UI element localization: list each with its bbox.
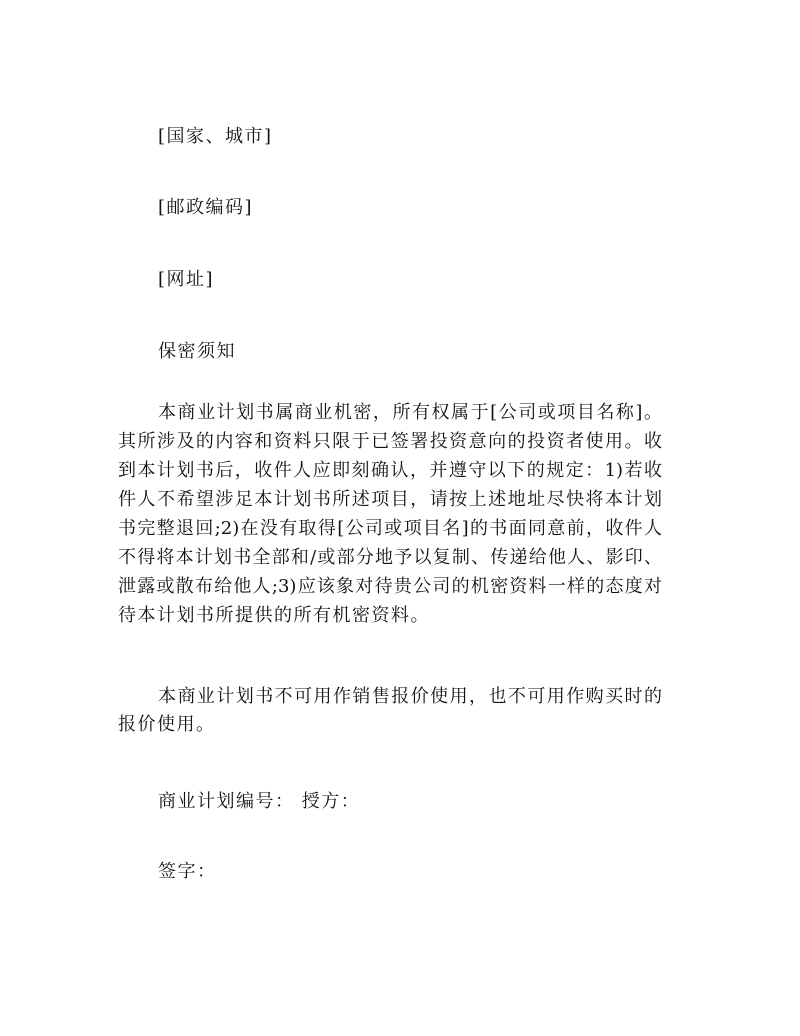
country-city-field: [国家、城市] [158, 126, 273, 147]
paragraph-line: 其所涉及的内容和资料只限于已签署投资意向的投资者使用。收 [118, 431, 662, 452]
grantee-label: 授方： [301, 791, 361, 812]
paragraph-line: 待本计划书所提供的所有机密资料。 [118, 605, 430, 626]
paragraph-line: 本商业计划书不可用作销售报价使用，也不可用作购买时的 [158, 686, 662, 707]
postal-code-field: [邮政编码] [158, 197, 254, 218]
section-title: 保密须知 [158, 341, 236, 362]
paragraph-line: 本商业计划书属商业机密，所有权属于[公司或项目名称]。 [158, 402, 662, 423]
paragraph-line: 件人不希望涉足本计划书所述项目，请按上述地址尽快将本计划 [118, 489, 662, 510]
paragraph-line: 泄露或散布给他人;3)应该象对待贵公司的机密资料一样的态度对 [118, 576, 662, 597]
plan-number-row [158, 790, 360, 814]
plan-number-label: 商业计划编号： [158, 791, 295, 812]
signature-label: 签字： [158, 861, 217, 882]
paragraph-line: 到本计划书后，收件人应即刻确认，并遵守以下的规定：1)若收 [118, 460, 662, 481]
paragraph-line: 书完整退回;2)在没有取得[公司或项目名]的书面同意前，收件人 [118, 518, 662, 539]
paragraph-line: 报价使用。 [118, 714, 216, 735]
paragraph-line: 不得将本计划书全部和/或部分地予以复制、传递给他人、影印、 [118, 547, 662, 568]
website-field: [网址] [158, 269, 215, 290]
